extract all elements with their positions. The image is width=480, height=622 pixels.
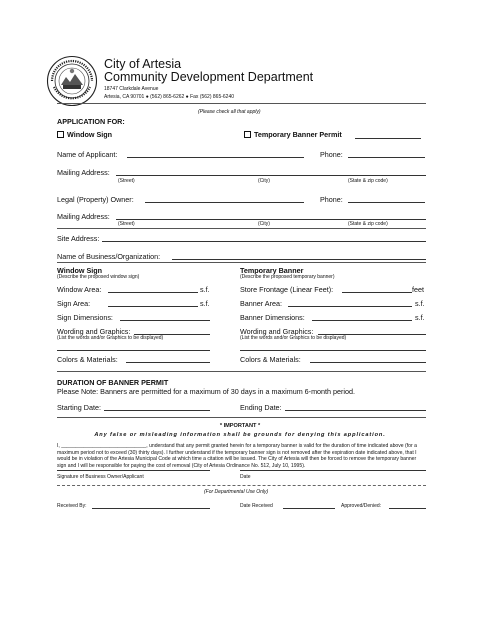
important-paragraph: I, ______________________________, understand that any permit granted herein for a temporary banner is valid for the duration of time indicated above (for a maximum period not to exceed (30) thirty days). I further understand if the temporary banner sign is not removed after the expiration date indicated above, that I would be in violation of the Artesia Municipal Code at which time a citation will be issued. The City of Artesia will then be forced to remove the temporary banner sign and I will be responsible for paying the cost of removal (City of Artesia Ordinance No. 512, July 10, 1995). (57, 443, 417, 470)
state-zip-caption-2: (State & zip code) (348, 221, 388, 227)
ending-date-label: Ending Date: (240, 403, 282, 412)
window-wording-label: Wording and Graphics: (57, 327, 131, 336)
date-received-label: Date Received (240, 503, 273, 509)
banner-dimensions-unit: s.f. (415, 313, 425, 322)
banner-colors-field[interactable] (310, 362, 426, 363)
banner-wording-label: Wording and Graphics: (240, 327, 314, 336)
approved-denied-label: Approved/Denied: (341, 503, 382, 509)
window-area-field[interactable] (108, 292, 198, 293)
received-by-label: Received By: (57, 503, 87, 509)
dept-use-note: (For Departmental Use Only) (204, 489, 269, 495)
applicant-phone-label: Phone: (320, 150, 343, 159)
temp-banner-option[interactable] (244, 130, 342, 139)
duration-note: Please Note: Banners are permitted for a maximum of 30 days in a maximum 6-month period. (57, 387, 356, 396)
temp-banner-checkbox[interactable] (244, 131, 251, 138)
applicant-name-field[interactable] (127, 157, 304, 158)
department-name: Community Development Department (104, 70, 314, 84)
site-address-label: Site Address: (57, 234, 100, 243)
banner-desc: (Describe the proposed temporary banner) (240, 274, 335, 280)
starting-date-label: Starting Date: (57, 403, 101, 412)
window-wording-field-2[interactable] (57, 350, 210, 351)
date-received-field[interactable] (283, 508, 335, 509)
owner-field[interactable] (145, 202, 304, 203)
applicant-name-label: Name of Applicant: (57, 150, 118, 159)
banner-dimensions-label: Banner Dimensions: (240, 313, 305, 322)
starting-date-field[interactable] (104, 410, 210, 411)
street-caption-2: (Street) (118, 221, 135, 227)
window-colors-label: Colors & Materials: (57, 355, 118, 364)
city-seal (46, 55, 98, 107)
department-address: 18747 Clarkdale Avenue (104, 86, 159, 92)
applicant-phone-field[interactable] (348, 157, 425, 158)
window-sign-checkbox[interactable] (57, 131, 64, 138)
business-name-label: Name of Business/Organization: (57, 252, 161, 261)
owner-label: Legal (Property) Owner: (57, 195, 134, 204)
sign-dimensions-label: Sign Dimensions: (57, 313, 113, 322)
window-sign-option[interactable] (57, 130, 112, 139)
owner-mailing-field[interactable] (116, 219, 426, 220)
window-sign-desc: (Describe the proposed window sign) (57, 274, 140, 280)
approved-denied-field[interactable] (389, 508, 426, 509)
business-name-field[interactable] (172, 259, 426, 260)
banner-colors-label: Colors & Materials: (240, 355, 301, 364)
important-heading: * IMPORTANT * (219, 423, 261, 429)
owner-phone-label: Phone: (320, 195, 343, 204)
sign-area-label: Sign Area: (57, 299, 91, 308)
important-warning: Any false or misleading information shall be grounds for denying this application. (94, 432, 386, 438)
application-for-heading: APPLICATION FOR: (57, 117, 125, 126)
received-by-field[interactable] (92, 508, 210, 509)
state-zip-caption: (State & zip code) (348, 178, 388, 184)
window-area-unit: s.f. (200, 285, 210, 294)
signature-label: Signature of Business Owner/Applicant (57, 474, 144, 480)
banner-area-unit: s.f. (415, 299, 425, 308)
sign-area-field[interactable] (108, 306, 198, 307)
banner-heading: Temporary Banner (240, 266, 304, 275)
owner-mailing-label: Mailing Address: (57, 212, 110, 221)
city-caption-2: (City) (258, 221, 270, 227)
window-sign-heading: Window Sign (57, 266, 103, 275)
date-field[interactable] (240, 470, 426, 471)
window-sign-option-label: Window Sign (67, 130, 113, 139)
site-address-field[interactable] (102, 241, 426, 242)
temp-banner-option-label: Temporary Banner Permit (254, 130, 342, 139)
check-note: (Please check all that apply) (198, 109, 261, 115)
duration-heading: DURATION OF BANNER PERMIT (57, 378, 169, 387)
city-name: City of Artesia (104, 57, 182, 71)
banner-dimensions-field[interactable] (312, 320, 412, 321)
window-area-label: Window Area: (57, 285, 102, 294)
frontage-label: Store Frontage (Linear Feet): (240, 285, 334, 294)
department-contact: Artesia, CA 90701 ● (562) 865-6262 ● Fax (562) 865-6240 (104, 94, 235, 100)
banner-area-label: Banner Area: (240, 299, 282, 308)
signature-field[interactable] (57, 470, 210, 471)
sign-dimensions-field[interactable] (120, 320, 210, 321)
street-caption: (Street) (118, 178, 135, 184)
frontage-unit: feet (412, 285, 424, 294)
window-wording-note: (List the words and/or Graphics to be displayed) (57, 335, 164, 341)
date-label: Date (240, 474, 251, 480)
owner-phone-field[interactable] (348, 202, 425, 203)
city-caption: (City) (258, 178, 270, 184)
frontage-field[interactable] (342, 292, 412, 293)
applicant-mailing-field[interactable] (116, 175, 426, 176)
window-colors-field[interactable] (126, 362, 210, 363)
applicant-mailing-label: Mailing Address: (57, 168, 110, 177)
banner-wording-note: (List the words and/or Graphics to be displayed) (240, 335, 347, 341)
banner-wording-field-2[interactable] (240, 350, 426, 351)
sign-area-unit: s.f. (200, 299, 210, 308)
ending-date-field[interactable] (285, 410, 426, 411)
banner-area-field[interactable] (288, 306, 412, 307)
